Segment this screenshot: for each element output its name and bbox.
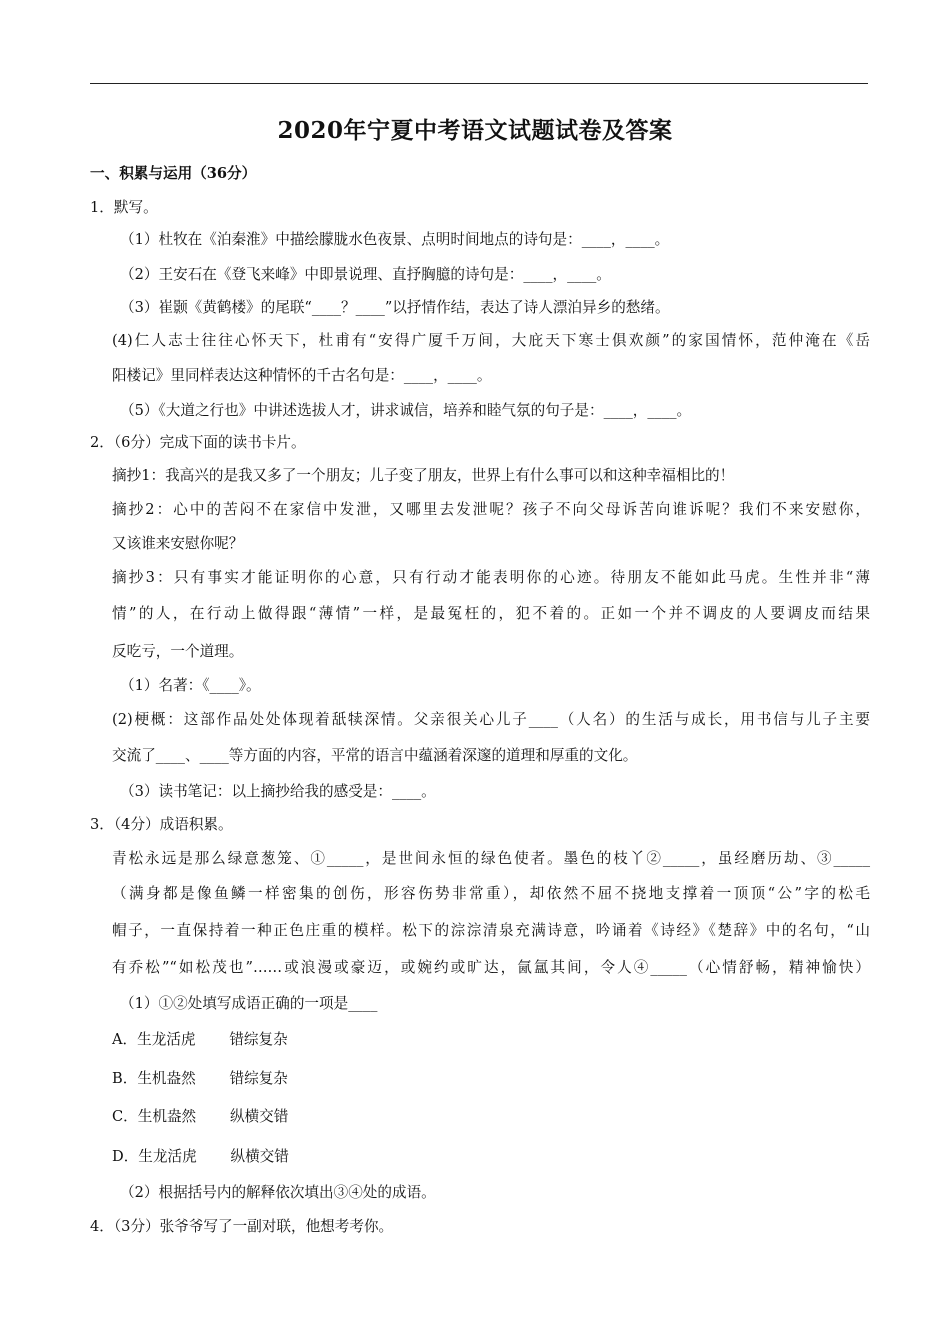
excerpt-1: 摘抄1：我高兴的是我又多了一个朋友；儿子变了朋友，世界上有什么事可以和这种幸福相比的！ xyxy=(112,467,735,484)
q3-passage-line-4: 有乔松”“如松茂也”……或浪漫或豪迈，或婉约或旷达，氤氲其间，令人④_____（心情舒畅，精神愉快） xyxy=(112,959,870,976)
q1-item-2: （2）王安石在《登飞来峰》中即景说理、直抒胸臆的诗句是：____，____。 xyxy=(120,266,611,283)
q1-item-5: （5）《大道之行也》中讲述选拔人才，讲求诚信，培养和睦气氛的句子是：____，____。 xyxy=(120,402,692,419)
option-a: A．生龙活虎 错综复杂 xyxy=(112,1031,288,1048)
page-title: 2020年宁夏中考语文试题试卷及答案 xyxy=(277,117,673,144)
q1-item-4-line-2: 阳楼记》里同样表达这种情怀的千古名句是：____，____。 xyxy=(112,367,492,384)
option-b: B．生机盎然 错综复杂 xyxy=(112,1070,288,1087)
header-rule xyxy=(90,83,868,84)
q2-item-3: （3）读书笔记：以上摘抄给我的感受是：____。 xyxy=(120,783,436,800)
option-c: C．生机盎然 纵横交错 xyxy=(112,1108,289,1125)
question-1-heading: 1．默写。 xyxy=(90,199,158,216)
excerpt-3-line-3: 反吃亏，一个道理。 xyxy=(112,643,244,660)
q1-item-4-line-1: (4)仁人志士往往心怀天下，杜甫有“安得广厦千万间，大庇天下寒士俱欢颜”的家国情怀，范仲淹在《岳 xyxy=(112,332,870,349)
question-4-heading: 4．（3分）张爷爷写了一副对联，他想考考你。 xyxy=(90,1218,394,1235)
excerpt-2-line-1: 摘抄2：心中的苦闷不在家信中发泄，又哪里去发泄呢？孩子不向父母诉苦向谁诉呢？我们不来安慰你， xyxy=(112,501,870,518)
question-2-heading: 2．（6分）完成下面的读书卡片。 xyxy=(90,434,306,451)
q2-item-2-line-2: 交流了____、____等方面的内容，平常的语言中蕴涵着深邃的道理和厚重的文化。 xyxy=(112,747,638,764)
excerpt-3-line-2: 情”的人，在行动上做得跟“薄情”一样，是最冤枉的，犯不着的。正如一个并不调皮的人要调皮而结果 xyxy=(112,605,870,622)
q3-item-1: （1）①②处填写成语正确的一项是____ xyxy=(120,995,378,1012)
q1-item-3: （3）崔颢《黄鹤楼》的尾联“____？____”以抒情作结，表达了诗人漂泊异乡的愁绪。 xyxy=(120,299,670,316)
q3-passage-line-2: （满身都是像鱼鳞一样密集的创伤，形容伤势非常重），却依然不屈不挠地支撑着一顶顶“公”字的松毛 xyxy=(112,885,870,902)
q2-item-1: （1）名著：《____》。 xyxy=(120,677,261,694)
excerpt-2-line-2: 又该谁来安慰你呢？ xyxy=(112,535,244,552)
q3-passage-line-1: 青松永远是那么绿意葱笼、①_____，是世间永恒的绿色使者。墨色的枝丫②_____，虽经磨历劫、③_____ xyxy=(112,850,870,867)
q3-item-2: （2）根据括号内的解释依次填出③④处的成语。 xyxy=(120,1184,436,1201)
q3-passage-line-3: 帽子，一直保持着一种正色庄重的模样。松下的淙淙清泉充满诗意，吟诵着《诗经》《楚辞》中的名句，“山 xyxy=(112,922,870,939)
excerpt-3-line-1: 摘抄3：只有事实才能证明你的心意，只有行动才能表明你的心迹。待朋友不能如此马虎。生性并非“薄 xyxy=(112,569,870,586)
section-heading: 一、积累与运用（36分） xyxy=(90,165,257,182)
q2-item-2-line-1: (2)梗概：这部作品处处体现着舐犊深情。父亲很关心儿子____（人名）的生活与成长，用书信与儿子主要 xyxy=(112,711,870,728)
question-3-heading: 3．（4分）成语积累。 xyxy=(90,816,233,833)
option-d: D．生龙活虎 纵横交错 xyxy=(112,1148,289,1165)
q1-item-1: （1）杜牧在《泊秦淮》中描绘朦胧水色夜景、点明时间地点的诗句是：____，____。 xyxy=(120,231,670,248)
